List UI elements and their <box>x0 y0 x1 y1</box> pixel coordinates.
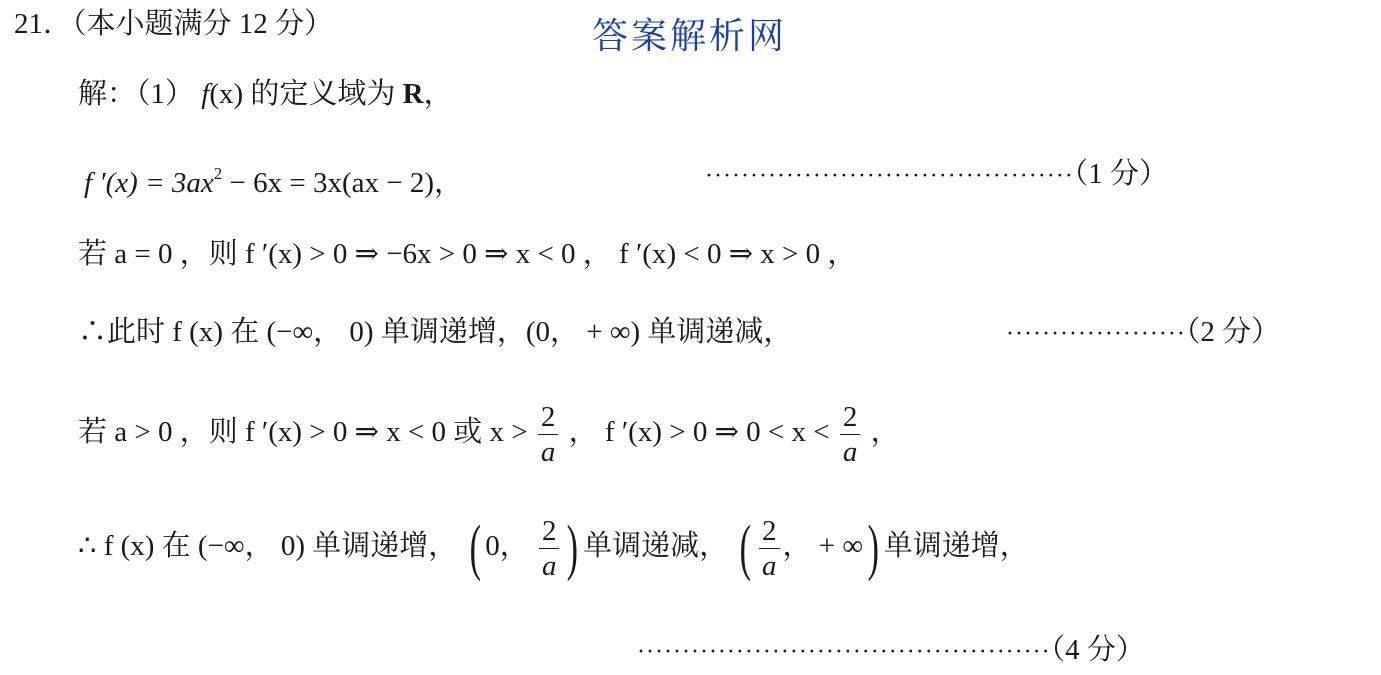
fraction <box>539 514 560 583</box>
interval-end: ， + ∞ <box>782 530 864 562</box>
line-domain-fx: f <box>201 78 210 110</box>
fraction-numerator: 2 <box>840 400 861 435</box>
fraction-denominator: a <box>541 549 557 582</box>
fraction-denominator: a <box>842 435 858 468</box>
score-1-dots: ········································· <box>705 163 1074 189</box>
right-paren: ) <box>867 514 880 583</box>
score-1-label: （1 分） <box>1073 158 1168 190</box>
score-2 <box>1006 314 1280 352</box>
line-monotonic-2-c: 单调递增， <box>883 530 1029 562</box>
line-monotonic-2-b: 单调递减， <box>583 530 729 562</box>
fraction-denominator: a <box>762 549 777 582</box>
fraction-numerator: 2 <box>759 514 780 549</box>
line-case-a-positive-a: 若 a > 0 ，则 f ′(x) > 0 ⇒ x < 0 或 x > <box>78 416 528 448</box>
line-derivative-b: − 6x = 3x(ax − 2)， <box>222 167 464 199</box>
line-domain-prefix: 解：（1） <box>78 78 195 110</box>
fraction <box>759 514 780 583</box>
line-case-a-zero: 若 a = 0 ，则 f ′(x) > 0 ⇒ −6x > 0 ⇒ x < 0 ， f ′(x) < 0 ⇒ x > 0 ， <box>78 238 857 270</box>
interval-start: 0， <box>485 530 529 562</box>
score-4-label: （4 分） <box>1050 634 1145 666</box>
score-4 <box>637 632 1145 670</box>
score-1 <box>705 156 1168 194</box>
score-2-dots: ···················· <box>1006 321 1186 347</box>
line-domain-end: ， <box>423 78 453 110</box>
line-domain <box>78 76 453 112</box>
line-derivative-a: f ′(x) = 3ax <box>84 167 214 199</box>
left-paren: ( <box>740 514 752 583</box>
fraction-denominator: a <box>540 435 556 468</box>
line-monotonic-2 <box>78 506 1029 586</box>
right-paren: ) <box>567 514 579 583</box>
left-paren: ( <box>469 514 481 583</box>
line-domain-fx-arg: (x) <box>209 78 244 110</box>
line-case-a-positive-c: ， <box>870 416 900 448</box>
line-monotonic-1: ∴此时 f (x) 在 (−∞， 0) 单调递增，(0， + ∞) 单调递减， <box>78 316 793 348</box>
line-domain-suffix: 的定义域为 <box>250 78 396 110</box>
score-2-label: （2 分） <box>1185 316 1281 348</box>
watermark: 答案解析网 <box>592 16 788 57</box>
line-derivative <box>84 156 463 201</box>
fraction <box>840 400 861 469</box>
line-case-a-positive-b: ， f ′(x) > 0 ⇒ 0 < x < <box>568 416 830 448</box>
score-4-dots: ·············································· <box>637 639 1051 665</box>
line-case-a-positive <box>78 392 900 472</box>
line-monotonic-2-a: ∴ f (x) 在 (−∞， 0) 单调递增， <box>78 530 458 562</box>
fraction-numerator: 2 <box>539 514 560 549</box>
fraction-numerator: 2 <box>538 400 559 435</box>
line-domain-R: R <box>402 78 424 110</box>
line-derivative-sup: 2 <box>213 164 223 183</box>
problem-title: 21．（本小题满分 12 分） <box>14 8 334 40</box>
fraction <box>538 400 559 469</box>
